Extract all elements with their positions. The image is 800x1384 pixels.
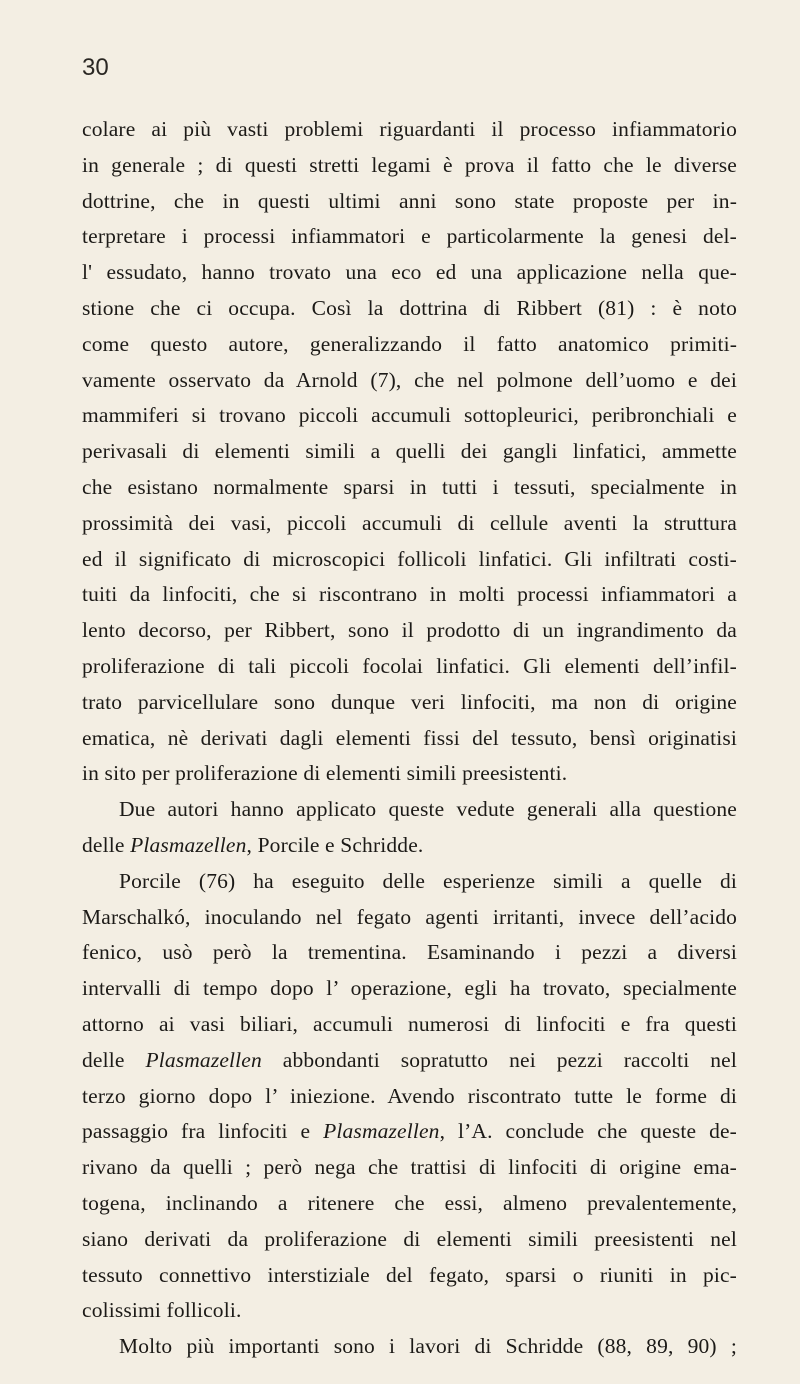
page-number: 30	[82, 54, 109, 81]
text-line: dottrine, che in questi ultimi anni sono state proposte per in-	[82, 188, 737, 213]
text-line: ematica, nè derivati dagli elementi fissi del tessuto, bensì originatisi	[82, 725, 737, 750]
text-line: vamente osservato da Arnold (7), che nel polmone dell’uomo e dei	[82, 367, 737, 392]
text-line: in generale ; di questi stretti legami è prova il fatto che le diverse	[82, 152, 737, 177]
text-line: intervalli di tempo dopo l’ operazione, egli ha trovato, specialmente	[82, 976, 737, 1001]
text-line: stione che ci occupa. Così la dottrina di Ribbert (81) : è noto	[82, 295, 737, 320]
text-run: delle	[82, 832, 131, 857]
text-line: mammiferi si trovano piccoli accumuli sottopleurici, peribronchiali e	[82, 403, 737, 428]
text-line: terzo giorno dopo l’ iniezione. Avendo riscontrato tutte le forme di	[82, 1083, 737, 1108]
text-run: , l’A. conclude che queste de-	[439, 1119, 737, 1144]
text-line: in sito per proliferazione di elementi simili preesistenti.	[82, 761, 568, 786]
text-run: , Porcile e Schridde.	[246, 832, 424, 857]
text-run: delle	[82, 1047, 146, 1072]
text-run: passaggio fra linfociti e	[82, 1119, 324, 1144]
text-line	[82, 1114, 737, 1150]
text-line: terpretare i processi infiammatori e particolarmente la genesi del-	[82, 224, 737, 249]
text-line: togena, inclinando a ritenere che essi, almeno prevalentemente,	[82, 1190, 737, 1215]
italic-term: Plasmazellen	[323, 1119, 440, 1144]
text-line: siano derivati da proliferazione di elementi simili preesistenti nel	[82, 1226, 737, 1251]
text-line: come questo autore, generalizzando il fatto anatomico primiti-	[82, 331, 737, 356]
text-line: che esistano normalmente sparsi in tutti i tessuti, specialmente in	[82, 474, 737, 499]
text-line: tessuto connettivo interstiziale del fegato, sparsi o riuniti in pic-	[82, 1262, 737, 1287]
text-line: rivano da quelli ; però nega che trattisi di linfociti di origine ema-	[82, 1155, 737, 1180]
text-line: fenico, usò però la trementina. Esaminando i pezzi a diversi	[82, 940, 737, 965]
italic-term: Plasmazellen	[145, 1047, 262, 1072]
text-line: perivasali di elementi simili a quelli dei gangli linfatici, ammette	[82, 439, 737, 464]
italic-term: Plasmazellen	[130, 832, 247, 857]
text-line: ed il significato di microscopici follicoli linfatici. Gli infiltrati costi-	[82, 546, 737, 571]
text-line: trato parvicellulare sono dunque veri linfociti, ma non di origine	[82, 689, 737, 714]
text-line: prossimità dei vasi, piccoli accumuli di cellule aventi la struttura	[82, 510, 737, 535]
body-text	[82, 112, 737, 1365]
text-line: attorno ai vasi biliari, accumuli numerosi di linfociti e fra questi	[82, 1011, 737, 1036]
text-line	[82, 828, 737, 864]
text-line: proliferazione di tali piccoli focolai linfatici. Gli elementi dell’infil-	[82, 653, 737, 678]
text-line: Molto più importanti sono i lavori di Schridde (88, 89, 90) ;	[119, 1334, 737, 1359]
text-line: colare ai più vasti problemi riguardanti il processo infiammatorio	[82, 117, 737, 141]
text-line: l' essudato, hanno trovato una eco ed una applicazione nella que-	[82, 260, 737, 285]
text-line	[82, 1043, 737, 1079]
text-line: lento decorso, per Ribbert, sono il prodotto di un ingrandimento da	[82, 618, 737, 643]
text-line: Due autori hanno applicato queste vedute generali alla questione	[119, 797, 737, 822]
text-line: colissimi follicoli.	[82, 1298, 242, 1323]
text-line: tuiti da linfociti, che si riscontrano in molti processi infiammatori a	[82, 582, 737, 607]
text-run: abbondanti sopratutto nei pezzi raccolti nel	[261, 1047, 737, 1072]
text-line: Marschalkó, inoculando nel fegato agenti irritanti, invece dell’acido	[82, 904, 737, 929]
text-line: Porcile (76) ha eseguito delle esperienze simili a quelle di	[119, 868, 737, 893]
